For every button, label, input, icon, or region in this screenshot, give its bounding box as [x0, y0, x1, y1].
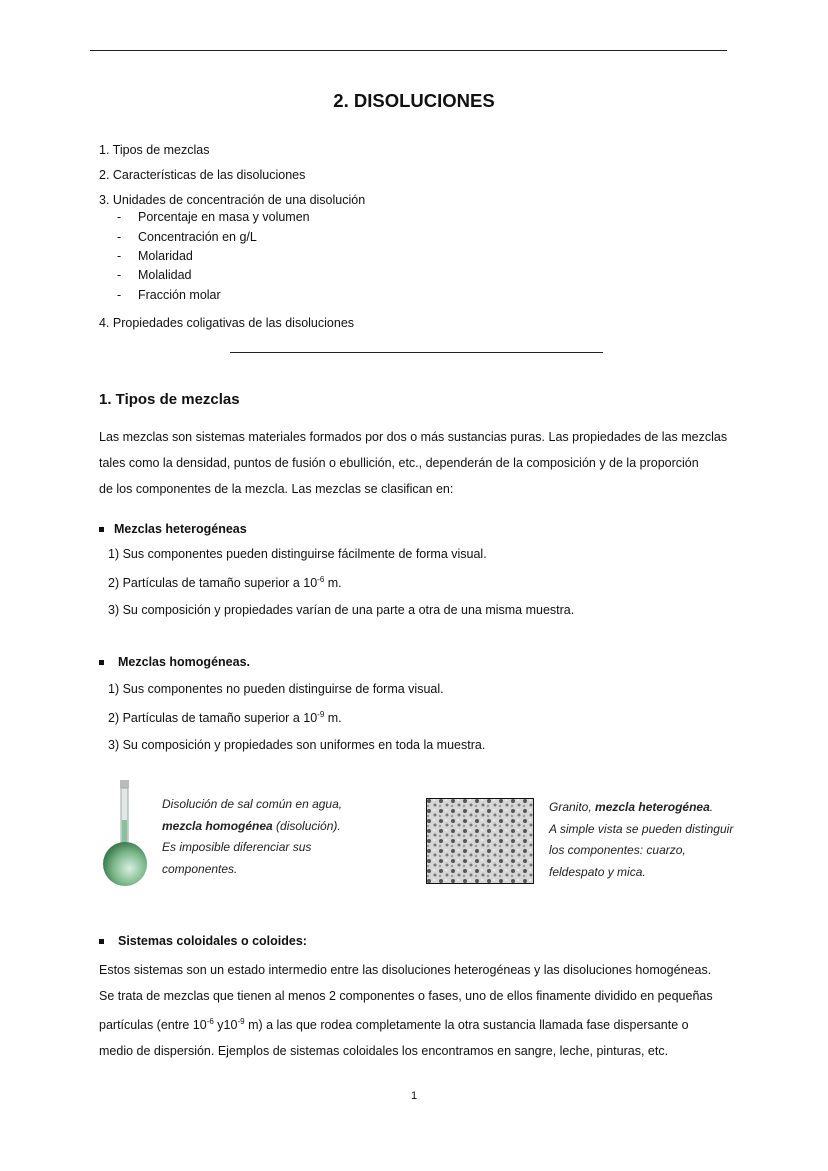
granite-caption [549, 797, 733, 883]
text-line: Se trata de mezclas que tienen al menos 2 componentes o fases, uno de ellos finamente dividido en pequeñas [99, 989, 713, 1003]
caption-line [549, 797, 733, 819]
text: m) a las que rodea completamente la otra sustancia llamada fase dispersante o [244, 1018, 689, 1033]
list-item: 3) Su composición y propiedades son uniformes en toda la muestra. [108, 738, 486, 752]
toc-subitem-label: Porcentaje en masa y volumen [138, 210, 310, 224]
caption-line: componentes. [162, 861, 238, 876]
dash: - [117, 210, 122, 224]
exponent: -6 [317, 575, 325, 584]
header-rule [90, 50, 727, 51]
page-number: 1 [410, 1090, 418, 1102]
caption-line [162, 816, 342, 838]
list-item: 1) Sus componentes pueden distinguirse fácilmente de forma visual. [108, 547, 487, 561]
toc-subitem [117, 265, 192, 285]
toc-subitem-label: Fracción molar [138, 288, 221, 302]
exponent: -9 [317, 710, 325, 719]
toc-subitem-label: Concentración en g/L [138, 230, 257, 244]
caption-text: . [709, 800, 714, 814]
text-line: de los componentes de la mezcla. Las mezclas se clasifican en: [99, 482, 454, 496]
list-item: 1) Sus componentes no pueden distinguirse de forma visual. [108, 682, 444, 696]
intro-paragraph [99, 424, 731, 502]
caption-line: A simple vista se pueden distinguir [549, 821, 734, 836]
volumetric-flask-image [100, 780, 150, 888]
bullet-icon [99, 527, 104, 532]
list-item [108, 710, 342, 725]
toc-subitem-label: Molalidad [138, 268, 192, 282]
bullet-label: Mezclas homogéneas. [118, 655, 250, 669]
toc-item: 2. Características de las disoluciones [99, 168, 306, 182]
toc-subitem-label: Molaridad [138, 249, 193, 263]
caption-line: los componentes: cuarzo, [549, 843, 686, 857]
dash: - [117, 230, 122, 244]
caption-line: Es imposible diferenciar sus [162, 840, 312, 854]
toc-item: 3. Unidades de concentración de una disolución [99, 193, 366, 207]
dash: - [117, 288, 122, 302]
caption-text: Granito, [549, 800, 596, 814]
list-item: 3) Su composición y propiedades varían de una parte a otra de una misma muestra. [108, 603, 575, 617]
toc-subitem [117, 246, 193, 266]
caption-bold: mezcla heterogénea [595, 800, 710, 814]
caption-line: Disolución de sal común en agua, [162, 797, 343, 811]
toc-item: 4. Propiedades coligativas de las disoluciones [99, 316, 355, 330]
exponent: -9 [237, 1017, 245, 1026]
section-heading: 1. Tipos de mezclas [99, 391, 240, 408]
item-text: 2) Partículas de tamaño superior a 10 [108, 576, 318, 591]
toc-subitem [117, 207, 310, 227]
dash: - [117, 249, 122, 263]
unit: m. [324, 711, 342, 726]
section-divider [230, 352, 603, 353]
bullet-heading [99, 655, 250, 669]
unit: m. [324, 576, 342, 591]
list-item [108, 575, 342, 590]
caption-line: feldespato y mica. [549, 864, 646, 879]
text: y10 [213, 1018, 238, 1033]
item-text: 2) Partículas de tamaño superior a 10 [108, 711, 318, 726]
page-title: 2. DISOLUCIONES [333, 90, 495, 111]
text-line: Estos sistemas son un estado intermedio entre las disoluciones heterogéneas y las disoluciones homogéneas. [99, 963, 712, 977]
exponent: -6 [206, 1017, 214, 1026]
granite-image [426, 798, 534, 884]
text-line [99, 1009, 731, 1038]
bullet-heading [99, 522, 247, 536]
caption-bold: mezcla homogénea [162, 818, 273, 833]
flask-caption [162, 794, 342, 880]
caption-text: (disolución). [272, 818, 341, 833]
text-line: tales como la densidad, puntos de fusión o ebullición, etc., dependerán de la composición y de la proporción [99, 456, 699, 470]
bullet-label: Mezclas heterogéneas [114, 522, 247, 536]
text-line: Las mezclas son sistemas materiales formados por dos o más sustancias puras. Las propiedades de las mezclas [99, 430, 728, 444]
dash: - [117, 268, 122, 282]
text-line: medio de dispersión. Ejemplos de sistemas coloidales los encontramos en sangre, leche, pinturas, etc. [99, 1044, 669, 1059]
toc-item: 1. Tipos de mezclas [99, 143, 210, 157]
toc-subitem [117, 227, 257, 247]
bullet-heading [99, 934, 307, 948]
bullet-label: Sistemas coloidales o coloides: [118, 934, 307, 948]
bullet-icon [99, 660, 104, 665]
bullet-icon [99, 939, 104, 944]
text: partículas (entre 10 [99, 1018, 207, 1033]
coloides-paragraph [99, 957, 731, 1064]
toc-subitem [117, 285, 221, 305]
